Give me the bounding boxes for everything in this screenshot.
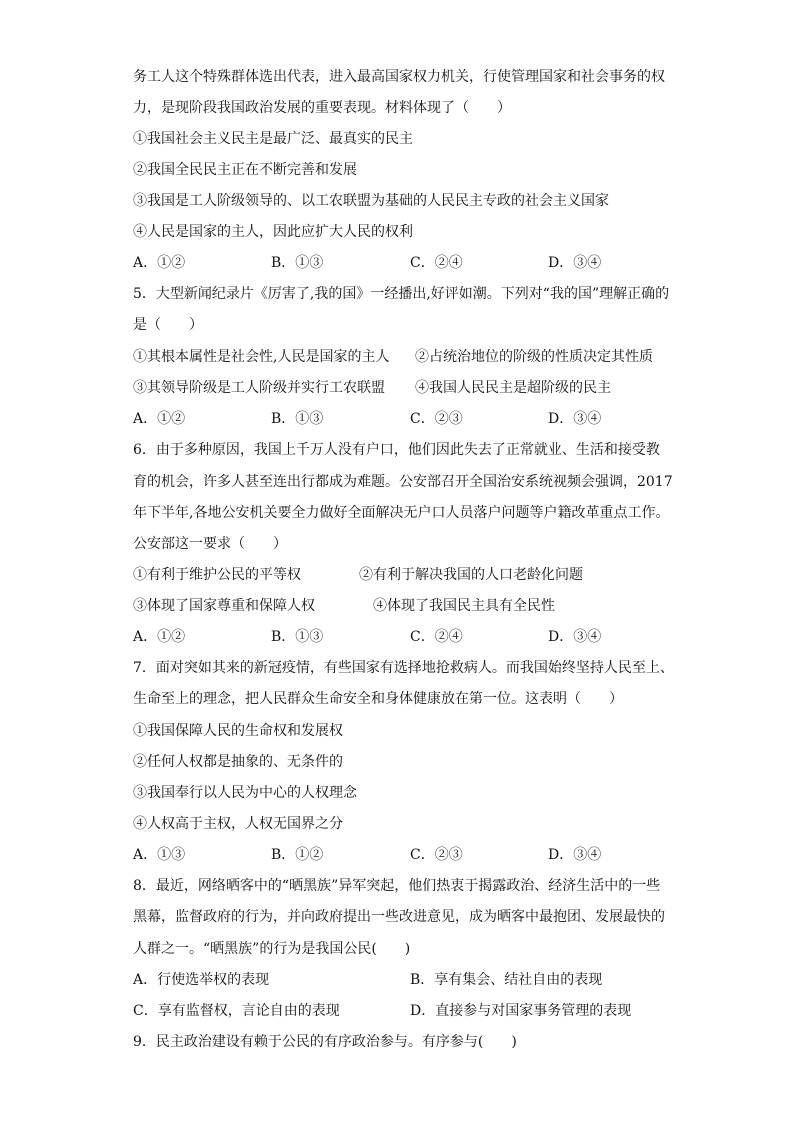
q8-stem-line-1: 8．最近，网络晒客中的“晒黑族”异军突起，他们热衷于揭露政治、经济生活中的一些: [133, 878, 661, 894]
q5-item-1: ①其根本属性是社会性,人民是国家的主人: [133, 349, 390, 365]
q4-option-c[interactable]: C．②④: [410, 255, 463, 271]
q6-item-3: ③体现了国家尊重和保障人权: [133, 598, 315, 614]
q5-option-d[interactable]: D．③④: [548, 411, 602, 427]
q4-item-4: ④人民是国家的主人，因此应扩大人民的权利: [133, 224, 413, 240]
q4-option-d[interactable]: D．③④: [548, 255, 602, 271]
q5-item-4: ④我国人民民主是超阶级的民主: [415, 380, 611, 396]
q5-option-b[interactable]: B．①③: [271, 411, 324, 427]
q8-option-c[interactable]: C．享有监督权，言论自由的表现: [133, 1003, 340, 1019]
q8-option-d[interactable]: D．直接参与对国家事务管理的表现: [410, 1003, 632, 1019]
q6-options: [133, 627, 693, 647]
q5-item-2: ②占统治地位的阶级的性质决定其性质: [415, 349, 653, 365]
q6-item-1: ①有利于维护公民的平等权: [133, 567, 301, 583]
q7-options: [133, 845, 693, 865]
q6-item-4: ④体现了我国民主具有全民性: [373, 598, 555, 614]
q6-items-row-2: [133, 596, 693, 616]
q7-item-4: ④人权高于主权，人权无国界之分: [133, 816, 343, 832]
q8-option-b[interactable]: B．享有集会、结社自由的表现: [410, 972, 603, 988]
q8-options-row-2: [133, 1001, 693, 1021]
q5-option-a[interactable]: A．①②: [133, 411, 186, 427]
q4-stem-line-1: 务工人这个特殊群体选出代表，进入最高国家权力机关，行使管理国家和社会事务的权: [133, 69, 665, 85]
q5-items-row-1: [133, 347, 693, 367]
q6-stem-line-1: 6．由于多种原因，我国上千万人没有户口，他们因此失去了正常就业、生活和接受教: [133, 442, 660, 458]
q6-option-b[interactable]: B．①③: [271, 629, 324, 645]
q4-option-b[interactable]: B．①③: [271, 255, 324, 271]
q8-option-a[interactable]: A．行使选举权的表现: [133, 972, 270, 988]
q6-option-c[interactable]: C．②④: [410, 629, 463, 645]
q6-option-a[interactable]: A．①②: [133, 629, 186, 645]
q5-option-c[interactable]: C．②③: [410, 411, 463, 427]
q8-options-row-1: [133, 970, 693, 990]
q4-item-3: ③我国是工人阶级领导的、以工农联盟为基础的人民民主专政的社会主义国家: [133, 193, 609, 209]
q8-stem-line-2: 黑幕，监督政府的行为，并向政府提出一些改进意见，成为晒客中最抱团、发展最快的: [133, 909, 665, 925]
q5-stem-line-2: 是（ ）: [133, 317, 203, 333]
q9-stem-line-1: 9．民主政治建设有赖于公民的有序政治参与。有序参与( ): [133, 1034, 517, 1050]
q4-item-2: ②我国全民民主正在不断完善和发展: [133, 162, 357, 178]
q7-item-1: ①我国保障人民的生命权和发展权: [133, 723, 343, 739]
q7-option-b[interactable]: B．①②: [271, 847, 324, 863]
q7-item-3: ③我国奉行以人民为中心的人权理念: [133, 785, 357, 801]
q6-stem-line-3: 年下半年,各地公安机关要全力做好全面解决无户口人员落户问题等户籍改革重点工作。: [133, 505, 670, 521]
q6-item-2: ②有利于解决我国的人口老龄化问题: [359, 567, 583, 583]
q6-option-d[interactable]: D．③④: [548, 629, 602, 645]
q4-item-1: ①我国社会主义民主是最广泛、最真实的民主: [133, 131, 413, 147]
q4-stem-line-2: 力，是现阶段我国政治发展的重要表现。材料体现了（ ）: [133, 100, 511, 116]
q7-stem-line-2: 生命至上的理念，把人民群众生命安全和身体健康放在第一位。这表明（ ）: [133, 691, 623, 707]
q8-stem-line-3: 人群之一。“晒黑族”的行为是我国公民( ): [133, 941, 411, 957]
q7-item-2: ②任何人权都是抽象的、无条件的: [133, 754, 343, 770]
q5-stem-line-1: 5．大型新闻纪录片《厉害了,我的国》一经播出,好评如潮。下列对“我的国”理解正确的: [133, 286, 670, 302]
q4-options: [133, 253, 693, 273]
q5-items-row-2: [133, 378, 693, 398]
q6-items-row-1: [133, 565, 693, 585]
q7-option-c[interactable]: C．②③: [410, 847, 463, 863]
q5-options: [133, 409, 693, 429]
q5-item-3: ③其领导阶级是工人阶级并实行工农联盟: [133, 380, 385, 396]
q7-stem-line-1: 7．面对突如其来的新冠疫情，有些国家有选择地抢救病人。而我国始终坚持人民至上、: [133, 660, 674, 676]
q7-option-d[interactable]: D．③④: [548, 847, 602, 863]
q6-stem-line-2: 育的机会，许多人甚至连出行都成为难题。公安部召开全国治安系统视频会强调，2017: [133, 474, 673, 490]
q7-option-a[interactable]: A．①③: [133, 847, 186, 863]
q6-stem-line-4: 公安部这一要求（ ）: [133, 536, 287, 552]
q4-option-a[interactable]: A．①②: [133, 255, 186, 271]
